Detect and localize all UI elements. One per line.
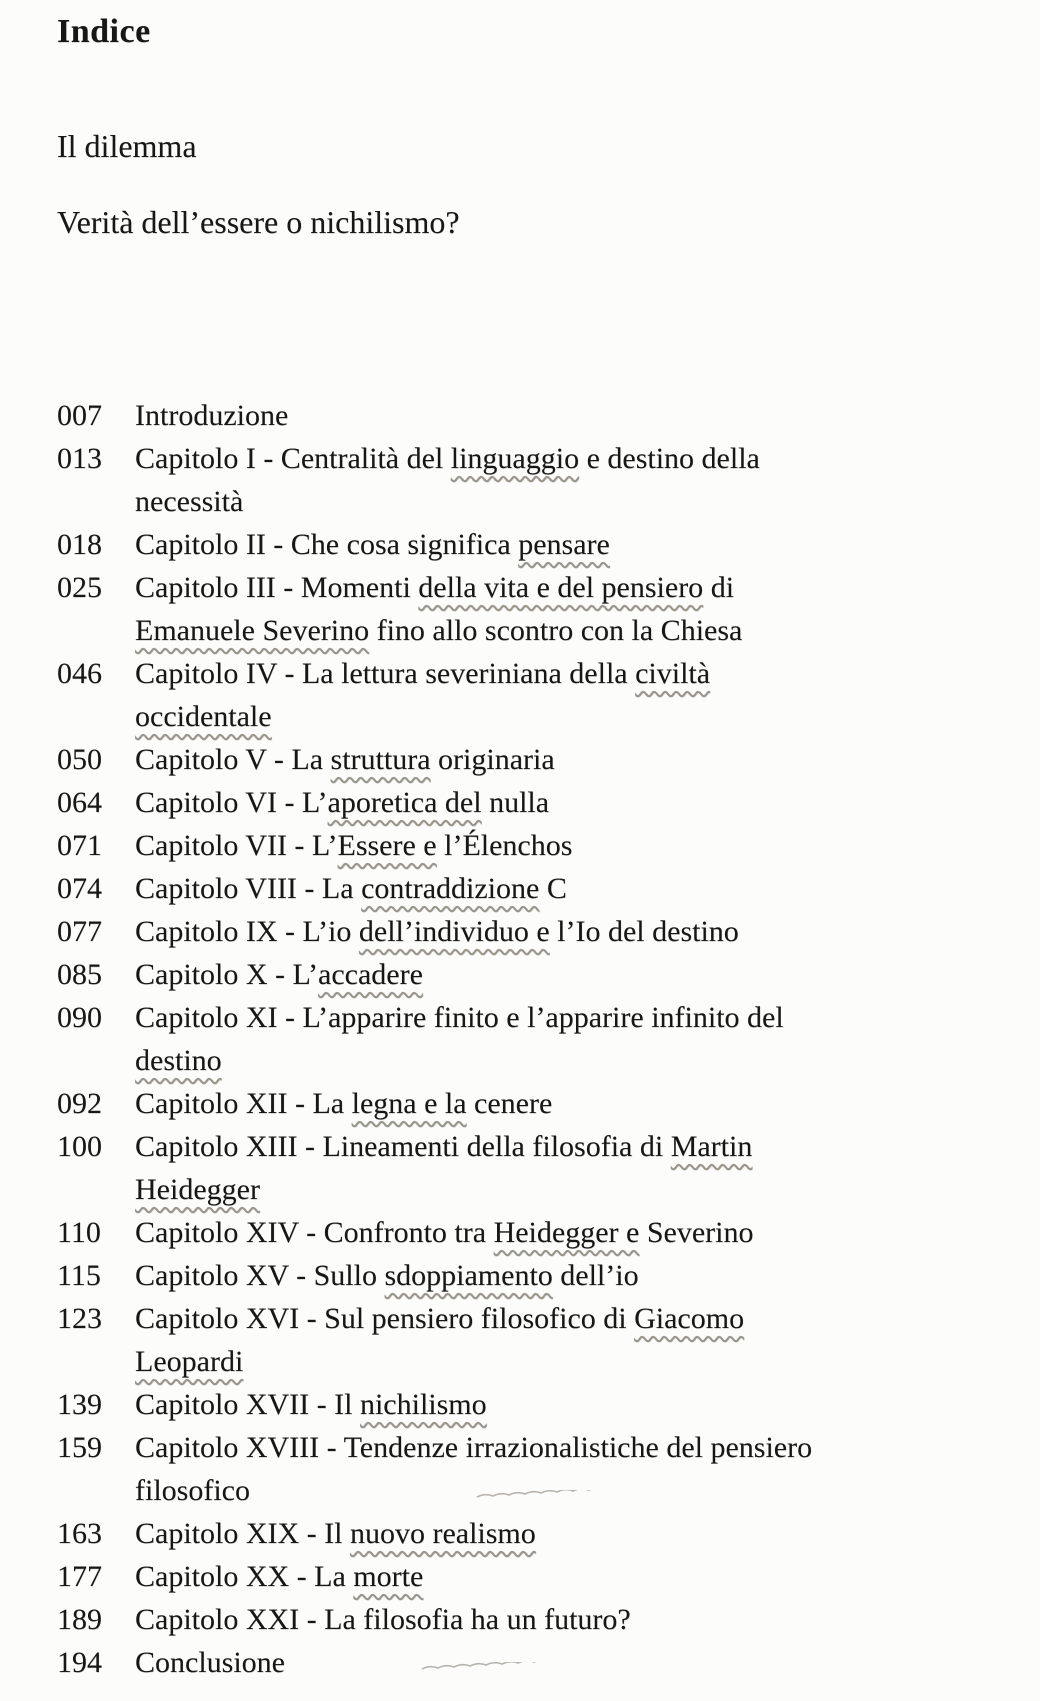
- toc-page-number: 123: [57, 1302, 102, 1336]
- toc-page-number: 071: [57, 829, 102, 863]
- toc-entry: [57, 824, 1000, 867]
- toc-entry: [57, 652, 1000, 738]
- toc-entry-line: Capitolo XIX - Il nuovo realismo: [135, 1517, 536, 1551]
- pencil-underline: civiltà: [635, 657, 711, 691]
- toc-entry: [57, 1555, 1000, 1598]
- pencil-underline: Heidegger: [135, 1173, 260, 1207]
- toc-page-number: 189: [57, 1603, 102, 1637]
- toc-entry-title: [135, 910, 1000, 953]
- toc-entry-title: [135, 738, 1000, 781]
- pencil-underline: destino: [135, 1044, 222, 1078]
- pencil-underline: della vita e del pensiero: [418, 571, 704, 605]
- toc-page-number: 100: [57, 1130, 102, 1164]
- toc-entry-line: Capitolo XVIII - Tendenze irrazionalistiche del pensiero: [135, 1431, 813, 1465]
- toc-page-number: 050: [57, 743, 102, 777]
- pencil-mark: [475, 1490, 660, 1500]
- toc-entry: [57, 523, 1000, 566]
- toc-entry-title: [135, 953, 1000, 996]
- toc-entry: [57, 1598, 1000, 1641]
- pencil-underline: nuovo realismo: [349, 1517, 536, 1551]
- toc-entry-line: [135, 1168, 1000, 1211]
- pencil-underline: sdoppiamento: [384, 1259, 553, 1293]
- toc-entry-line: Emanuele Severino fino allo scontro con la Chiesa: [135, 614, 743, 648]
- toc-page-number: 074: [57, 872, 102, 906]
- toc-entry-title: [135, 1555, 1000, 1598]
- toc-list: [57, 394, 1000, 1684]
- toc-entry-line: Capitolo XX - La morte: [135, 1560, 424, 1594]
- toc-entry-line: Capitolo VII - L’Essere e l’Élenchos: [135, 829, 573, 863]
- toc-entry-title: [135, 1598, 1000, 1641]
- toc-page-number: 115: [57, 1259, 101, 1293]
- toc-entry: [57, 1641, 1000, 1684]
- toc-entry: [57, 953, 1000, 996]
- toc-entry-title: [135, 523, 1000, 566]
- toc-entry: [57, 1512, 1000, 1555]
- toc-entry: [57, 996, 1000, 1082]
- pencil-underline: legna e la: [351, 1087, 467, 1121]
- toc-entry-line: Capitolo II - Che cosa significa pensare: [135, 528, 610, 562]
- toc-entry: [57, 1125, 1000, 1211]
- toc-entry: [57, 1297, 1000, 1383]
- toc-entry-line: [135, 695, 1000, 738]
- pencil-underline: morte: [353, 1560, 424, 1594]
- toc-entry-line: Capitolo VI - L’aporetica del nulla: [135, 786, 550, 820]
- toc-entry: [57, 1211, 1000, 1254]
- toc-entry: [57, 867, 1000, 910]
- pencil-underline: nichilismo: [359, 1388, 487, 1422]
- toc-entry-line: Capitolo V - La struttura originaria: [135, 743, 555, 777]
- pencil-mark: [420, 1662, 605, 1672]
- toc-entry-title: [135, 1125, 1000, 1211]
- toc-entry-line: Capitolo I - Centralità del linguaggio e destino della: [135, 442, 760, 476]
- toc-page-number: 013: [57, 442, 102, 476]
- toc-entry-line: [135, 1340, 1000, 1383]
- toc-entry-title: [135, 1254, 1000, 1297]
- toc-entry-title: [135, 1426, 1000, 1512]
- toc-page-number: 177: [57, 1560, 102, 1594]
- pencil-underline: pensare: [518, 528, 610, 562]
- pencil-underline: Leopardi: [135, 1345, 244, 1379]
- pencil-underline: accadere: [318, 958, 423, 992]
- pencil-underline: Giacomo: [634, 1302, 745, 1336]
- toc-page-number: 046: [57, 657, 102, 691]
- pencil-underline: contraddizione: [361, 872, 540, 906]
- toc-entry: [57, 1383, 1000, 1426]
- toc-entry-title: [135, 1383, 1000, 1426]
- toc-entry: [57, 1254, 1000, 1297]
- toc-page-number: 085: [57, 958, 102, 992]
- toc-entry: [57, 781, 1000, 824]
- toc-entry-line: Introduzione: [135, 399, 289, 433]
- toc-entry-title: [135, 996, 1000, 1082]
- toc-entry: [57, 394, 1000, 437]
- toc-entry-title: [135, 1641, 1000, 1684]
- toc-entry: [57, 1082, 1000, 1125]
- toc-entry-line: Capitolo XII - La legna e la cenere: [135, 1087, 553, 1121]
- toc-entry-title: [135, 652, 1000, 738]
- pencil-underline: struttura: [330, 743, 431, 777]
- toc-entry: [57, 1426, 1000, 1512]
- toc-page-number: 110: [57, 1216, 101, 1250]
- toc-entry-title: [135, 437, 1000, 523]
- toc-page-number: 092: [57, 1087, 102, 1121]
- pencil-underline: aporetica del: [327, 786, 482, 820]
- pencil-underline: linguaggio: [450, 442, 580, 476]
- toc-entry-title: [135, 781, 1000, 824]
- toc-page-number: 007: [57, 399, 102, 433]
- toc-entry: [57, 437, 1000, 523]
- toc-entry-line: Capitolo XVII - Il nichilismo: [135, 1388, 487, 1422]
- toc-entry-line: Capitolo XIII - Lineamenti della filosofia di Martin: [135, 1130, 753, 1164]
- toc-entry: [57, 910, 1000, 953]
- toc-entry-line: Capitolo XVI - Sul pensiero filosofico di Giacomo: [135, 1302, 745, 1336]
- toc-entry-title: [135, 1297, 1000, 1383]
- pencil-underline: dell’individuo e: [358, 915, 550, 949]
- toc-entry-line: Capitolo XI - L’apparire finito e l’apparire infinito del: [135, 1001, 784, 1035]
- toc-page-number: 163: [57, 1517, 102, 1551]
- toc-entry-line: Capitolo XV - Sullo sdoppiamento dell’io: [135, 1259, 639, 1293]
- toc-page-number: 018: [57, 528, 102, 562]
- toc-entry-line: [135, 1039, 1000, 1082]
- toc-entry-line: Conclusione: [135, 1641, 1000, 1684]
- toc-entry-title: [135, 1082, 1000, 1125]
- toc-entry: [57, 738, 1000, 781]
- toc-entry-title: [135, 1512, 1000, 1555]
- toc-page-number: 159: [57, 1431, 102, 1465]
- toc-entry-line: Capitolo X - L’accadere: [135, 958, 423, 992]
- toc-entry-title: [135, 566, 1000, 652]
- pencil-underline: Emanuele Severino: [135, 614, 370, 648]
- pencil-underline: Essere e: [337, 829, 437, 863]
- part-subtitle: Verità dell’essere o nichilismo?: [57, 204, 460, 241]
- toc-page-number: 194: [57, 1646, 102, 1680]
- toc-entry-line: Capitolo XXI - La filosofia ha un futuro?: [135, 1603, 631, 1637]
- part-title: Il dilemma: [57, 128, 197, 165]
- toc-entry-line: necessità: [135, 485, 244, 519]
- toc-entry-line: Capitolo VIII - La contraddizione C: [135, 872, 567, 906]
- toc-entry-title: [135, 867, 1000, 910]
- toc-page-number: 077: [57, 915, 102, 949]
- pencil-underline: Heidegger e: [493, 1216, 640, 1250]
- toc-entry-line: filosofico: [135, 1469, 1000, 1512]
- toc-entry-line: Capitolo IV - La lettura severiniana della civiltà: [135, 657, 711, 691]
- pencil-underline: Martin: [670, 1130, 753, 1164]
- toc-entry-title: [135, 824, 1000, 867]
- toc-page-number: 064: [57, 786, 102, 820]
- toc-entry-title: [135, 1211, 1000, 1254]
- toc-entry-line: Capitolo III - Momenti della vita e del pensiero di: [135, 571, 735, 605]
- index-heading: Indice: [57, 13, 151, 50]
- toc-entry-title: [135, 394, 1000, 437]
- toc-entry-line: Capitolo IX - L’io dell’individuo e l’Io del destino: [135, 915, 739, 949]
- toc-entry: [57, 566, 1000, 652]
- toc-page-number: 025: [57, 571, 102, 605]
- pencil-underline: occidentale: [135, 700, 272, 734]
- toc-page-number: 090: [57, 1001, 102, 1035]
- toc-page-number: 139: [57, 1388, 102, 1422]
- toc-entry-line: Capitolo XIV - Confronto tra Heidegger e Severino: [135, 1216, 754, 1250]
